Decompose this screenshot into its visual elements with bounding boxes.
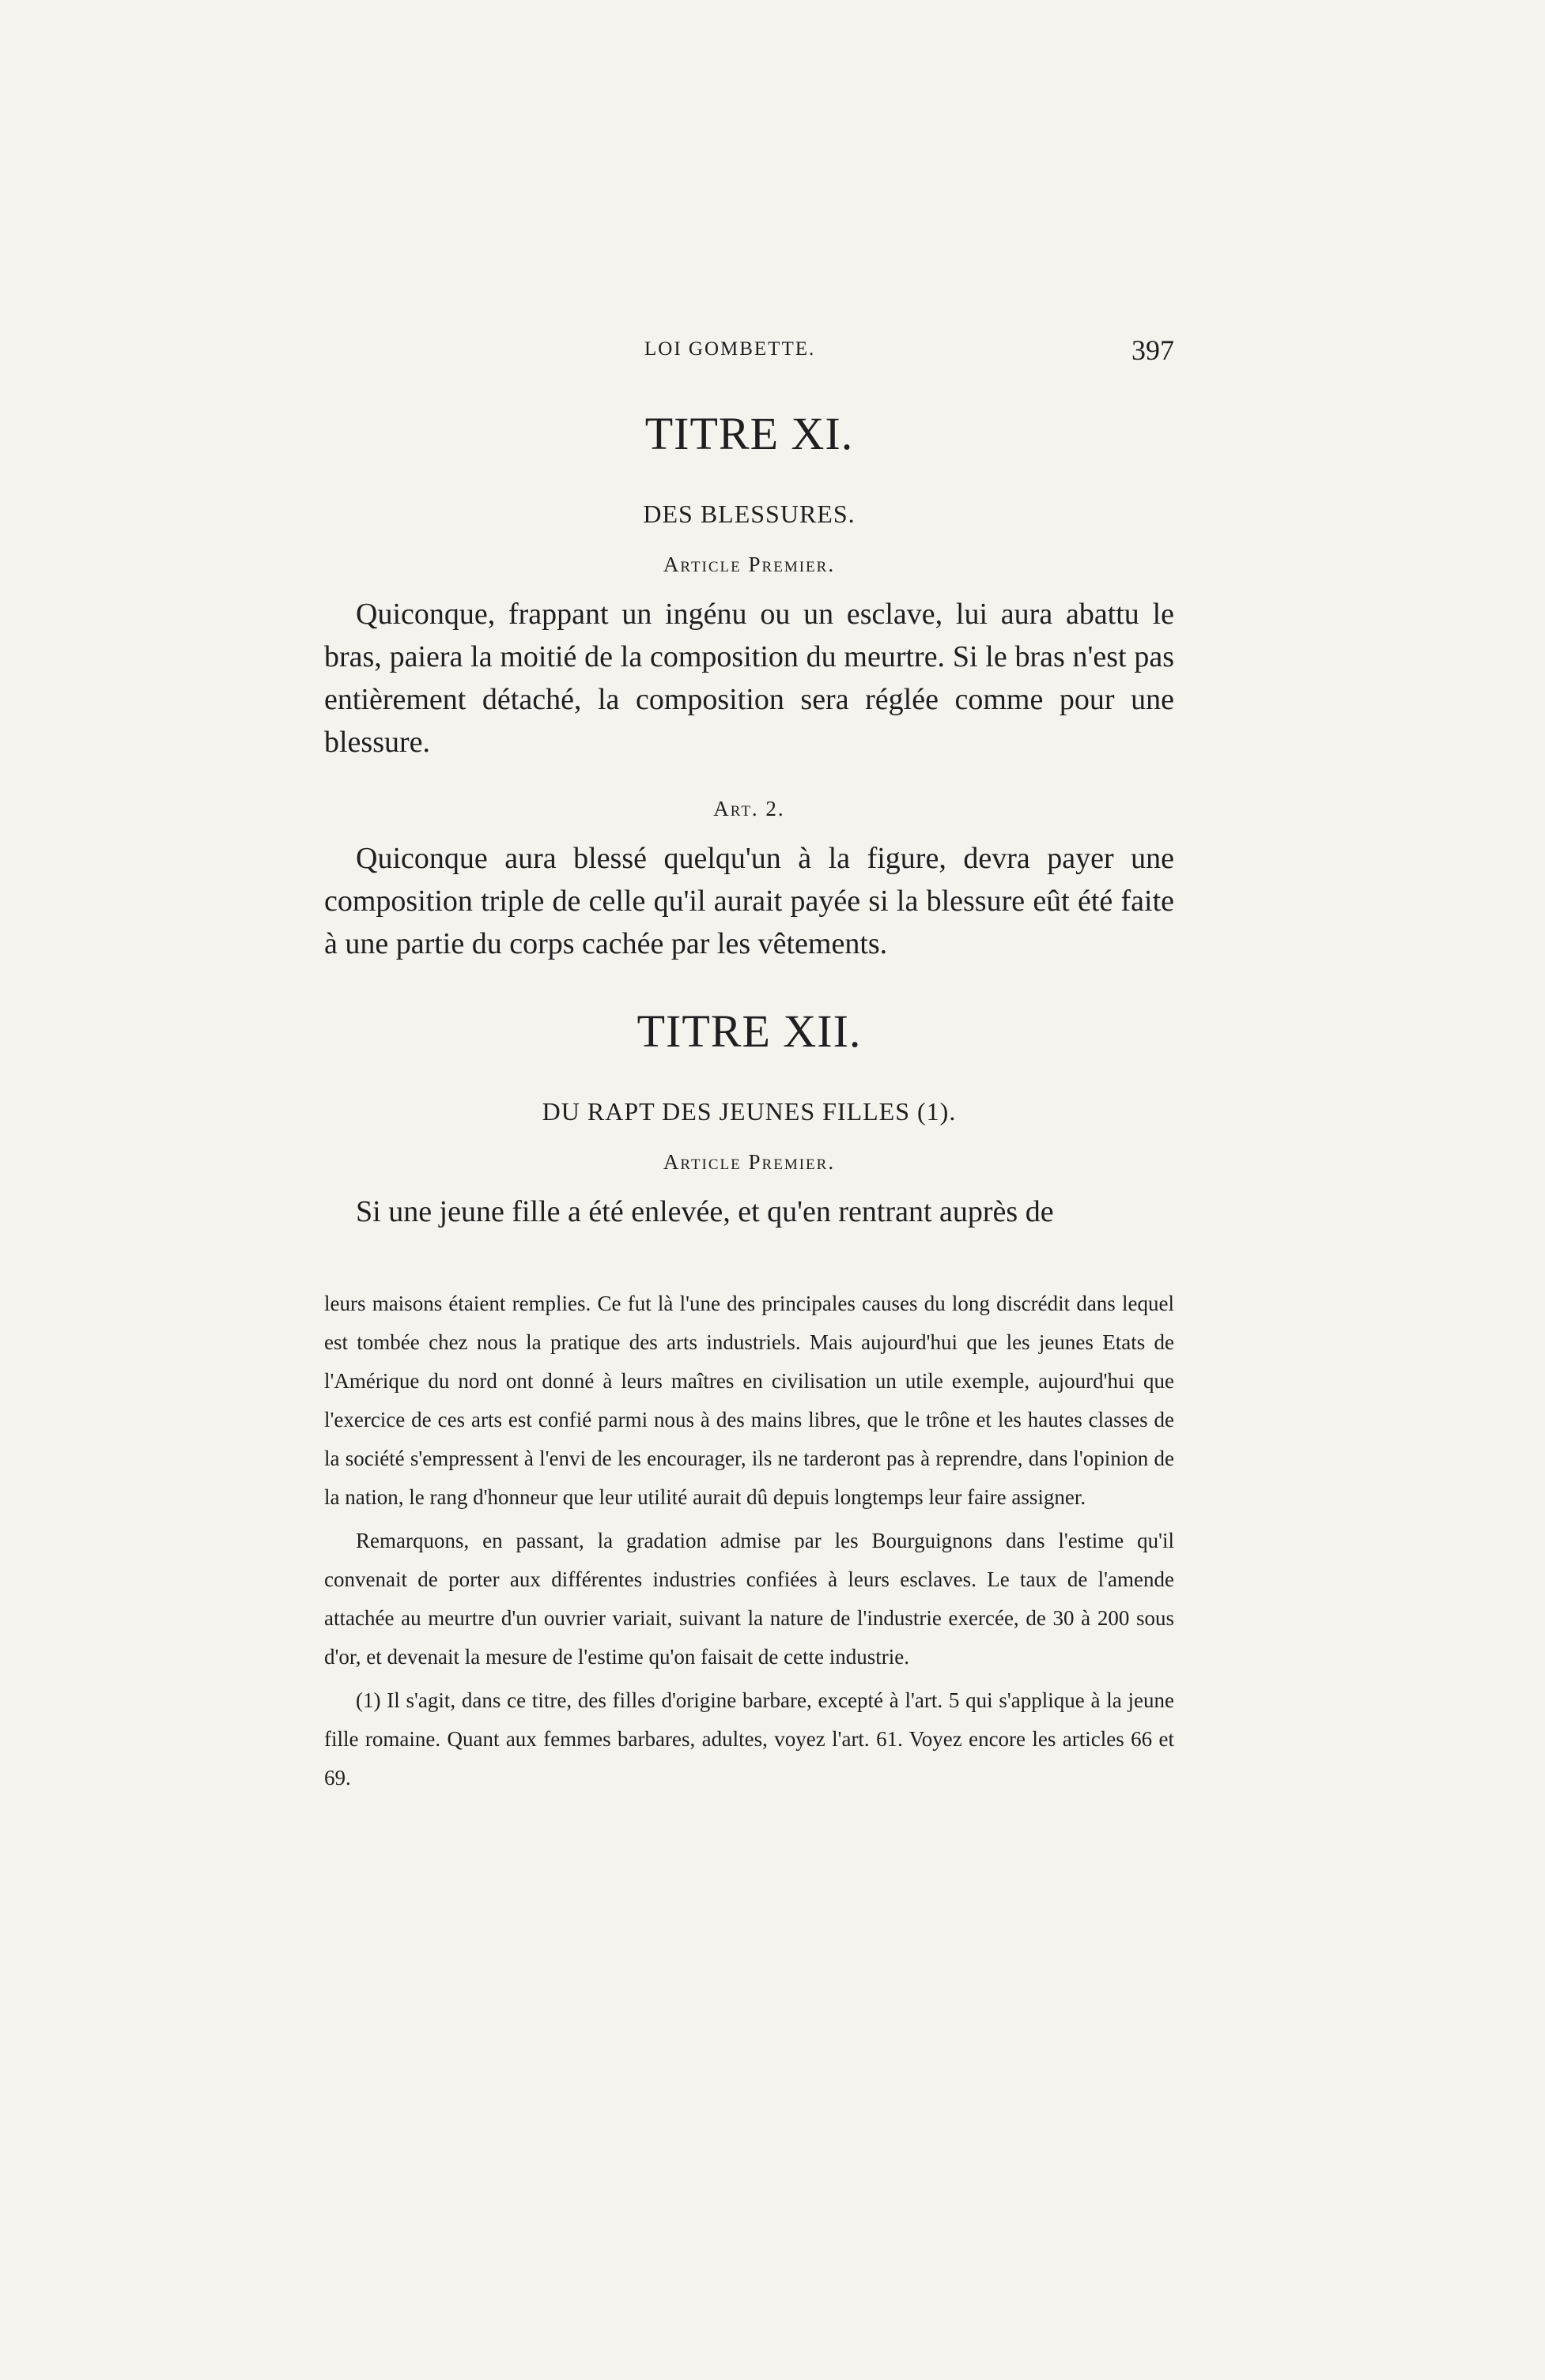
running-head bbox=[324, 334, 1174, 370]
article-text: Si une jeune fille a été enlevée, et qu'en rentrant auprès de bbox=[356, 1195, 1054, 1228]
main-text bbox=[324, 399, 1174, 1233]
note-continuation: leurs maisons étaient remplies. Ce fut là l'une des principales causes du long discrédit dans lequel est tombée chez nous la pratique des arts industriels. Mais aujourd'hui que les jeunes Etats de l'Amérique du nord ont donné à leurs maîtres en civilisation un utile exemple, aujourd'hui que l'exercice de ces arts est confié parmi nous à des mains libres, que le trône et les hautes classes de la société s'empressent à l'envi de les encourager, ils ne tarderont pas à reprendre, dans l'opinion de la nation, le rang d'honneur que leur utilité aurait dû depuis longtemps leur faire assigner. bbox=[324, 1292, 1174, 1509]
footnote: (1) Il s'agit, dans ce titre, des filles d'origine barbare, excepté à l'art. 5 qui s'applique à la jeune fille romaine. Quant aux femmes barbares, adultes, voyez l'art. 61. Voyez encore les articles 66 et 69. bbox=[324, 1688, 1174, 1790]
article-label: Article Premier. bbox=[663, 553, 836, 576]
article-label: Article Premier. bbox=[663, 1150, 836, 1174]
notes-block bbox=[324, 1284, 1174, 1797]
title-xi-section bbox=[324, 407, 1174, 965]
article-label: Art. 2. bbox=[713, 797, 785, 820]
title-xi-subtitle: DES BLESSURES. bbox=[643, 500, 856, 528]
article-text: Quiconque, frappant un ingénu ou un esclave, lui aura abattu le bras, paiera la moitié de la composition du meurtre. Si le bras n'est pas entièrement détaché, la composition sera réglée comme pour une blessure. bbox=[324, 598, 1174, 759]
title-xii-section bbox=[324, 1005, 1174, 1233]
title-xi-heading: TITRE XI. bbox=[644, 408, 854, 459]
article-text: Quiconque aura blessé quelqu'un à la figure, devra payer une composition triple de celle qu'il aurait payée si la blessure eût été faite à une partie du corps cachée par les vêtements. bbox=[324, 842, 1174, 960]
title-xii-heading: TITRE XII. bbox=[637, 1005, 862, 1057]
note-remark: Remarquons, en passant, la gradation admise par les Bourguignons dans l'estime qu'il convenait de porter aux différentes industries confiées à leurs esclaves. Le taux de l'amende attachée au meurtre d'un ouvrier variait, suivant la nature de l'industrie exercée, de 30 à 200 sous d'or, et devenait la mesure de l'estime qu'on faisait de cette industrie. bbox=[324, 1529, 1174, 1669]
page-number: 397 bbox=[1131, 334, 1174, 366]
title-xii-subtitle: DU RAPT DES JEUNES FILLES (1). bbox=[542, 1097, 957, 1126]
running-title: LOI GOMBETTE. bbox=[644, 338, 816, 360]
